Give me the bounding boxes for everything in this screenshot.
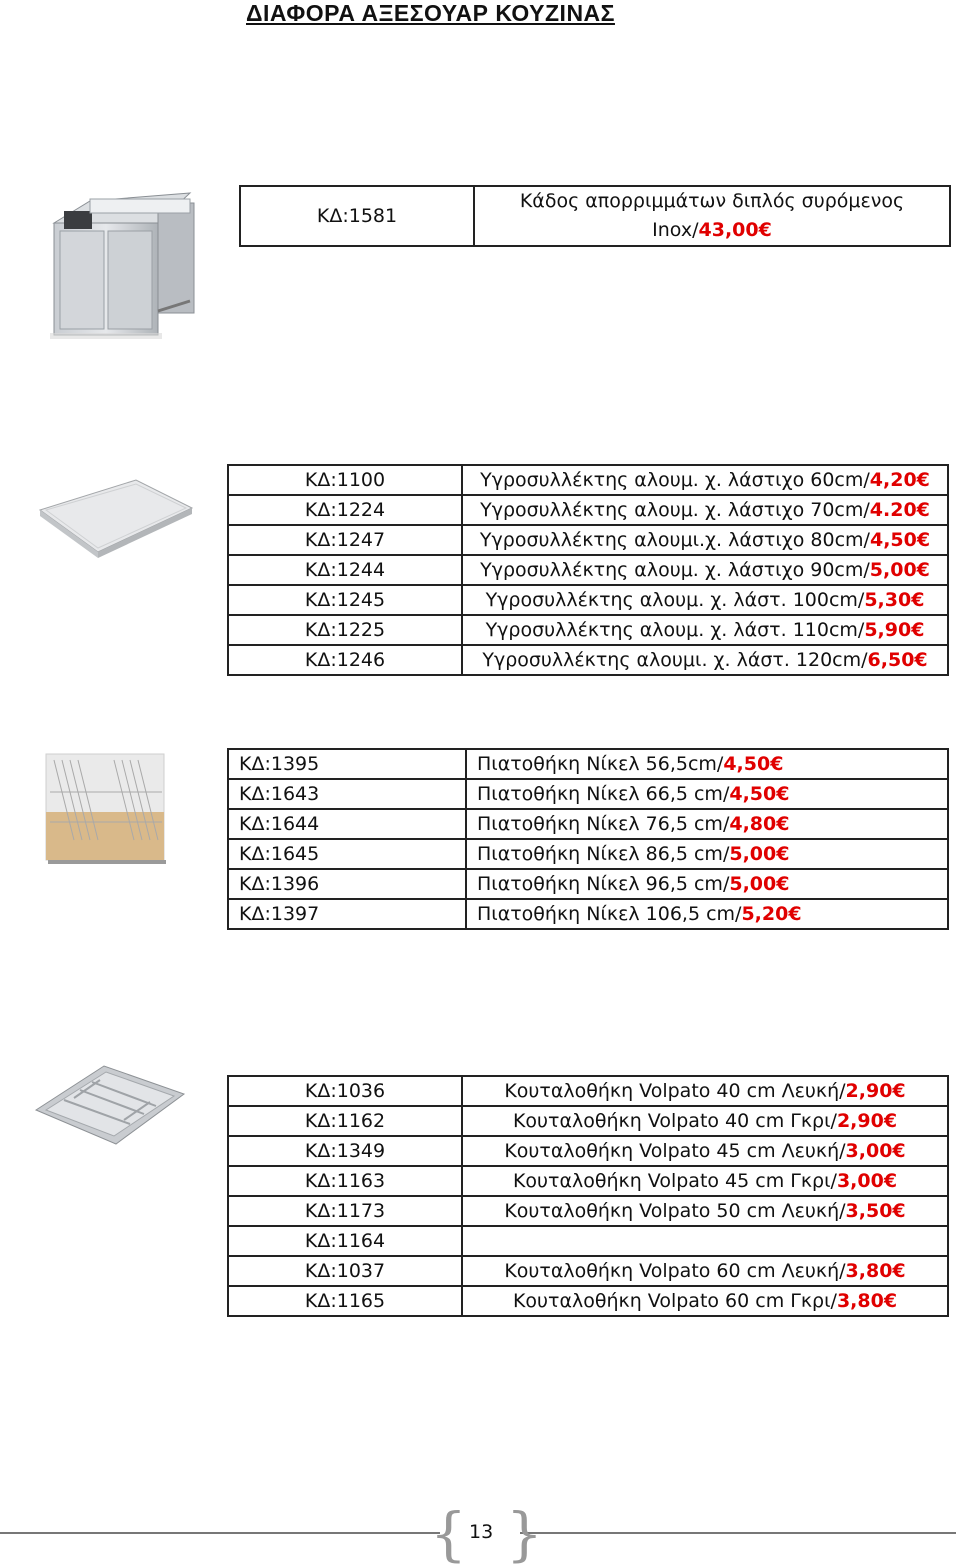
product-code: ΚΔ:1225 [228,615,462,645]
product-price: 6,50€ [867,649,928,671]
table-row [228,1106,948,1136]
product-code: ΚΔ:1173 [228,1196,462,1226]
table-row [228,495,948,525]
table-row [228,1256,948,1286]
right-brace-icon: } [506,1500,543,1568]
product-description [466,839,948,869]
product-code: ΚΔ:1397 [228,899,466,929]
description-text: Πιατοθήκη Νίκελ 66,5 cm/ [477,783,730,805]
price-table-plate-racks [227,748,949,930]
cutlery-tray-icon [34,1064,186,1148]
description-text: Κουταλοθήκη Volpato 60 cm Λευκή/ [504,1260,846,1282]
description-text: Κουταλοθήκη Volpato 40 cm Γκρι/ [512,1110,837,1132]
product-code: ΚΔ:1396 [228,869,466,899]
product-price: 4,20€ [869,469,930,491]
description-text: Πιατοθήκη Νίκελ 76,5 cm/ [477,813,730,835]
product-description [462,615,948,645]
product-code: ΚΔ:1037 [228,1256,462,1286]
description-text: Υγροσυλλέκτης αλουμι.χ. λάστιχο 80cm/ [479,529,870,551]
product-description [462,1256,948,1286]
table-row [228,1136,948,1166]
price-table-drip-trays [227,464,949,676]
product-description [462,645,948,675]
product-code: ΚΔ:1246 [228,645,462,675]
product-description [462,1076,948,1106]
product-price: 4,50€ [723,753,784,775]
product-description [466,899,948,929]
product-description [462,525,948,555]
description-line-1: Κάδος απορριμμάτων διπλός συρόμενος [519,190,905,212]
product-code: ΚΔ:1036 [228,1076,462,1106]
left-brace-icon: { [430,1500,467,1568]
product-description [462,585,948,615]
description-text: Πιατοθήκη Νίκελ 106,5 cm/ [477,903,742,925]
product-price: 3,00€ [836,1170,898,1192]
product-description [466,749,948,779]
product-code: ΚΔ:1100 [228,465,462,495]
product-price: 3,80€ [845,1260,906,1282]
product-price: 5,30€ [864,589,925,611]
product-code: ΚΔ:1349 [228,1136,462,1166]
product-description [462,1226,948,1256]
table-row [228,779,948,809]
table-row [228,585,948,615]
double-waste-bin-icon [50,183,200,343]
product-price: 4.20€ [869,499,930,521]
table-row [228,809,948,839]
description-text: Υγροσυλλέκτης αλουμι. χ. λάστ. 120cm/ [482,649,868,671]
description-text: Κουταλοθήκη Volpato 50 cm Λευκή/ [504,1200,846,1222]
description-text: Πιατοθήκη Νίκελ 56,5cm/ [477,753,724,775]
product-code: ΚΔ:1644 [228,809,466,839]
description-text: Υγροσυλλέκτης αλουμ. χ. λάστιχο 70cm/ [480,499,870,521]
product-price: 3,80€ [836,1290,898,1312]
product-price: 43,00€ [698,219,772,241]
product-price: 4,50€ [869,529,931,551]
product-code: ΚΔ:1247 [228,525,462,555]
description-text: Υγροσυλλέκτης αλουμ. χ. λάστιχο 90cm/ [480,559,870,581]
product-code: ΚΔ:1245 [228,585,462,615]
page-title: ΔΙΑΦΟΡΑ ΑΞΕΣΟΥΑΡ ΚΟΥΖΙΝΑΣ [246,0,615,26]
price-table-cutlery-trays [227,1075,949,1317]
product-code: ΚΔ:1162 [228,1106,462,1136]
table-row [228,645,948,675]
page-number: 13 [469,1521,494,1543]
table-row [240,186,950,246]
product-code: ΚΔ:1164 [228,1226,462,1256]
plate-rack-icon [44,752,170,866]
footer-rule-right [520,1532,956,1534]
product-price: 2,90€ [845,1080,906,1102]
product-price: 4,50€ [729,783,790,805]
product-price: 3,00€ [845,1140,906,1162]
description-text: Πιατοθήκη Νίκελ 86,5 cm/ [477,843,730,865]
product-description [474,186,950,246]
table-row [228,525,948,555]
product-description [462,465,948,495]
table-row [228,1286,948,1316]
product-description [462,1136,948,1166]
product-description [466,869,948,899]
drip-tray-icon [36,472,196,562]
product-code: ΚΔ:1224 [228,495,462,525]
product-description [462,1166,948,1196]
table-row [228,899,948,929]
product-price: 2,90€ [836,1110,898,1132]
description-text: Κουταλοθήκη Volpato 45 cm Λευκή/ [504,1140,846,1162]
product-description [462,495,948,525]
table-row [228,1226,948,1256]
product-code: ΚΔ:1244 [228,555,462,585]
product-description [462,1286,948,1316]
description-text: Υγροσυλλέκτης αλουμ. χ. λάστιχο 60cm/ [480,469,870,491]
product-code: ΚΔ:1581 [240,186,474,246]
product-price: 5,90€ [864,619,925,641]
product-price: 4,80€ [729,813,790,835]
description-line-2: Inox/ [652,219,699,241]
product-price: 3,50€ [845,1200,906,1222]
description-text: Πιατοθήκη Νίκελ 96,5 cm/ [477,873,730,895]
table-row [228,555,948,585]
product-price: 5,00€ [869,559,930,581]
price-table-waste-bins [239,185,951,247]
product-description [466,809,948,839]
description-text: Υγροσυλλέκτης αλουμ. χ. λάστ. 110cm/ [485,619,865,641]
footer-rule-left [0,1532,440,1534]
product-price: 5,20€ [741,903,802,925]
product-price: 5,00€ [729,873,790,895]
table-row [228,465,948,495]
product-description [462,555,948,585]
product-code: ΚΔ:1163 [228,1166,462,1196]
product-code: ΚΔ:1165 [228,1286,462,1316]
product-description [462,1106,948,1136]
description-text: Κουταλοθήκη Volpato 60 cm Γκρι/ [512,1290,837,1312]
description-text: Κουταλοθήκη Volpato 40 cm Λευκή/ [504,1080,846,1102]
table-row [228,749,948,779]
table-row [228,1196,948,1226]
table-row [228,1076,948,1106]
product-description [462,1196,948,1226]
product-code: ΚΔ:1395 [228,749,466,779]
product-code: ΚΔ:1645 [228,839,466,869]
table-row [228,1166,948,1196]
table-row [228,839,948,869]
product-price: 5,00€ [729,843,790,865]
product-code: ΚΔ:1643 [228,779,466,809]
description-text: Κουταλοθήκη Volpato 45 cm Γκρι/ [512,1170,837,1192]
table-row [228,615,948,645]
product-description [466,779,948,809]
description-text: Υγροσυλλέκτης αλουμ. χ. λάστ. 100cm/ [485,589,865,611]
table-row [228,869,948,899]
